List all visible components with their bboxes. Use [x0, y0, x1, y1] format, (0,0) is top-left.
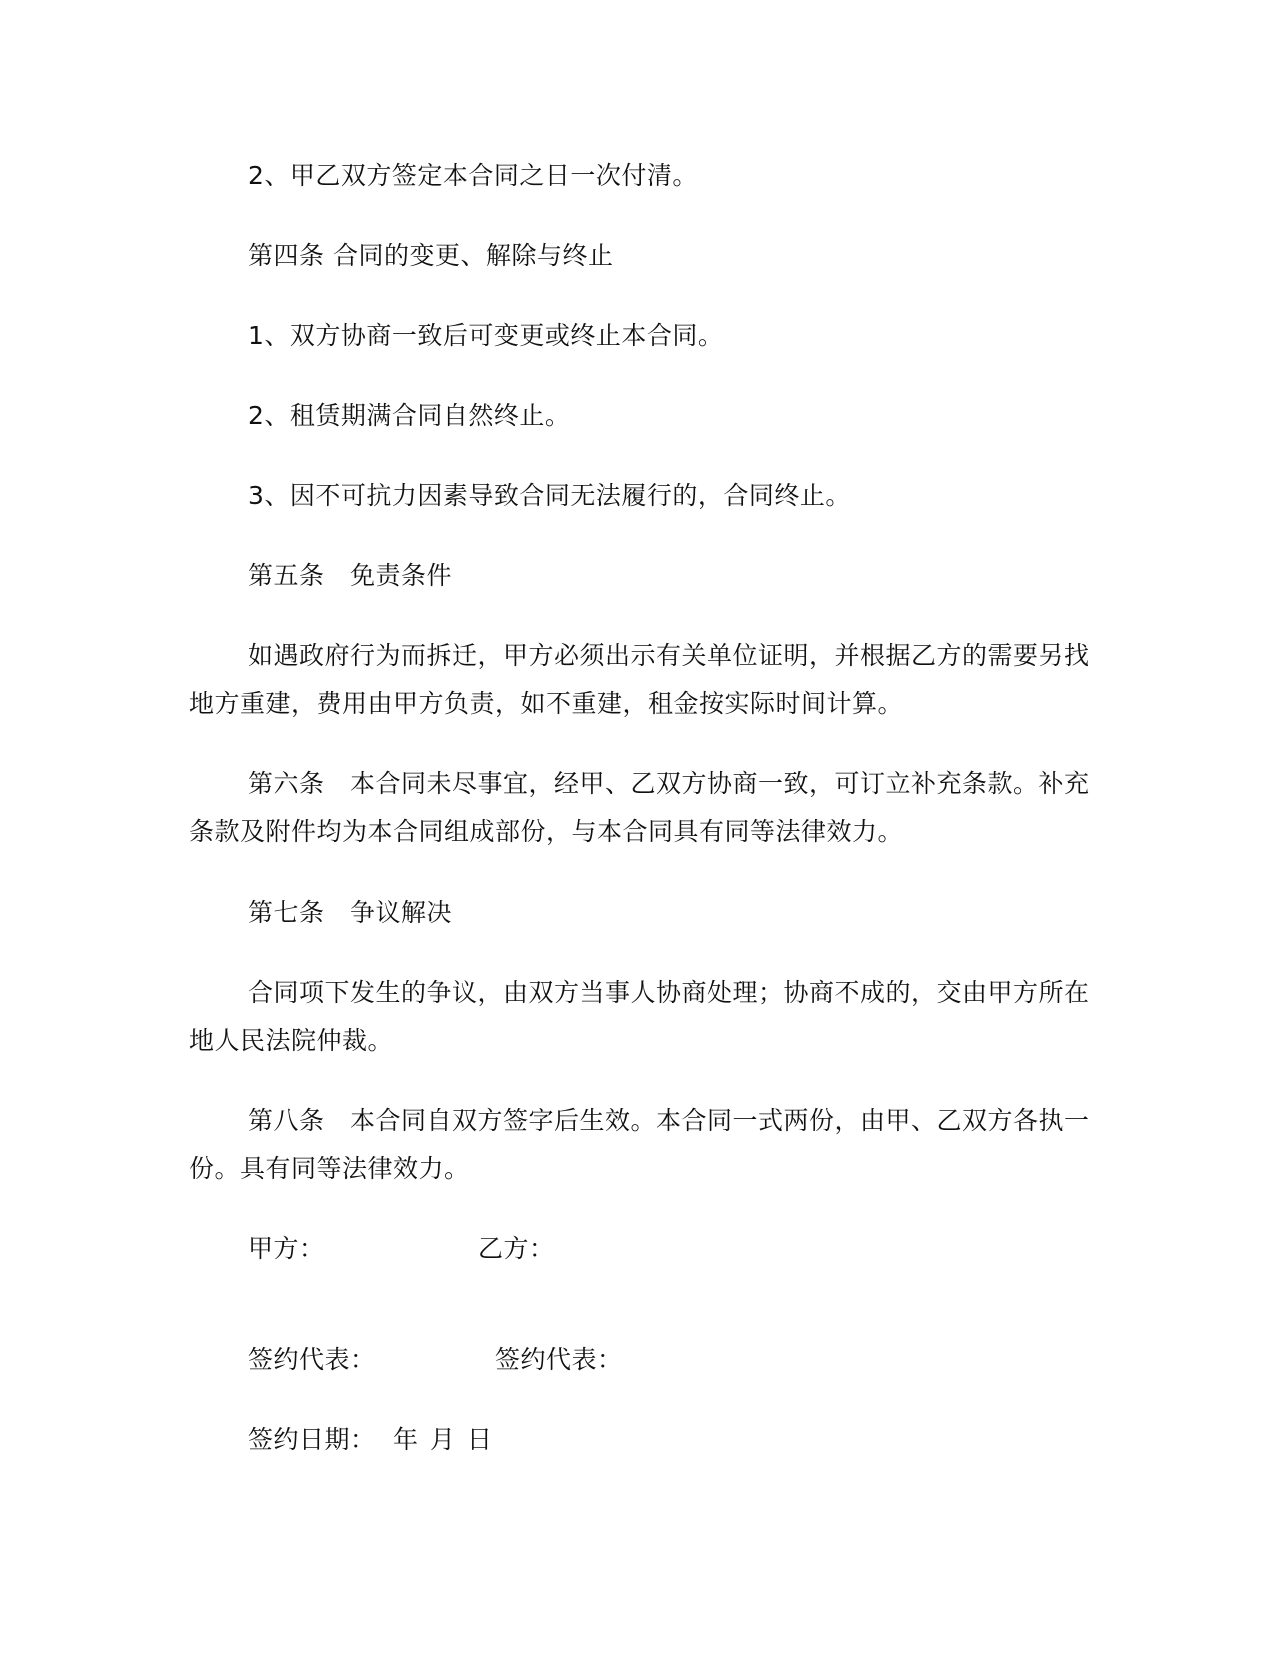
article-5-heading: 第五条 免责条件	[248, 561, 453, 590]
article-5-body-line-1: 如遇政府行为而拆迁，甲方必须出示有关单位证明，并根据乙方的需要另找	[248, 641, 1090, 670]
clause-3-item-2: 2、甲乙双方签定本合同之日一次付清。	[248, 161, 698, 190]
article-4-heading: 第四条 合同的变更、解除与终止	[248, 241, 614, 270]
sign-date-year: 年	[393, 1425, 419, 1454]
party-b-label: 乙方：	[478, 1234, 555, 1263]
article-4-item-2: 2、租赁期满合同自然终止。	[248, 401, 571, 430]
article-4-item-1: 1、双方协商一致后可变更或终止本合同。	[248, 321, 724, 350]
article-5-body-line-2: 地方重建，费用由甲方负责，如不重建，租金按实际时间计算。	[189, 689, 904, 718]
party-a-label: 甲方：	[248, 1234, 325, 1263]
sign-date-month: 月	[430, 1425, 456, 1454]
article-6-line-1: 第六条 本合同未尽事宜，经甲、乙双方协商一致，可订立补充条款。补充	[248, 769, 1090, 798]
representative-a-label: 签约代表：	[248, 1345, 376, 1374]
article-7-body-line-2: 地人民法院仲裁。	[189, 1026, 394, 1055]
sign-date-label: 签约日期：	[248, 1425, 376, 1454]
sign-date-day: 日	[467, 1425, 493, 1454]
article-7-body-line-1: 合同项下发生的争议，由双方当事人协商处理；协商不成的，交由甲方所在	[248, 978, 1090, 1007]
article-8-line-1: 第八条 本合同自双方签字后生效。本合同一式两份，由甲、乙双方各执一	[248, 1106, 1090, 1135]
article-6-line-2: 条款及附件均为本合同组成部份，与本合同具有同等法律效力。	[189, 817, 904, 846]
article-4-item-3: 3、因不可抗力因素导致合同无法履行的，合同终止。	[248, 481, 851, 510]
representative-b-label: 签约代表：	[495, 1345, 623, 1374]
article-8-line-2: 份。具有同等法律效力。	[189, 1154, 470, 1183]
article-7-heading: 第七条 争议解决	[248, 898, 453, 927]
